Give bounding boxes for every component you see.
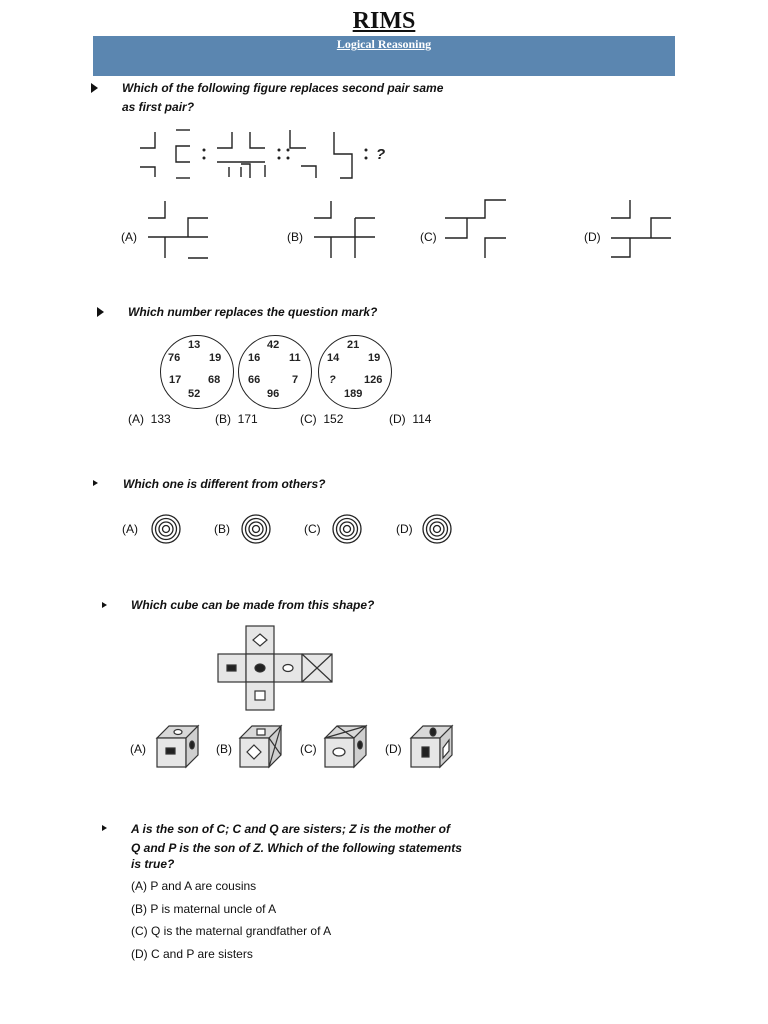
circle-3-right: 19 <box>368 352 381 364</box>
section-title: Logical Reasoning <box>336 37 432 51</box>
circle-2-bottom: 96 <box>267 388 280 400</box>
question-3-text: Which one is different from others? <box>123 477 326 491</box>
option-value: 114 <box>412 412 432 426</box>
circle-3-bottom-right: 126 <box>364 374 383 386</box>
page-title: RIMS <box>352 8 416 34</box>
circle-3-left: 14 <box>327 352 340 364</box>
question-4-option-a[interactable]: (A) <box>130 742 146 756</box>
circle-2-left: 16 <box>248 352 261 364</box>
question-5-option-d[interactable]: (D) C and P are sisters <box>131 947 253 961</box>
question-4-option-c[interactable]: (C) <box>300 742 317 756</box>
question-1-line-1: Which of the following figure replaces second pair same <box>122 81 444 95</box>
circle-1-top: 13 <box>188 339 201 351</box>
question-4-text: Which cube can be made from this shape? <box>131 598 375 612</box>
question-5-option-a[interactable]: (A) P and A are cousins <box>131 879 257 893</box>
question-1-option-a[interactable]: (A) <box>121 230 137 244</box>
question-1-option-c[interactable]: (C) <box>420 230 437 244</box>
option-label: (C) <box>300 412 317 426</box>
circle-3-bottom-left: ? <box>329 374 336 386</box>
option-label: (D) <box>389 412 406 426</box>
question-4-option-b[interactable]: (B) <box>216 742 232 756</box>
option-value: 152 <box>323 412 344 426</box>
question-3-option-c[interactable]: (C) <box>304 522 321 536</box>
circle-1-left: 76 <box>168 352 181 364</box>
option-value: 133 <box>150 412 171 426</box>
circle-2-bottom-right: 7 <box>292 374 299 386</box>
option-value: 171 <box>237 412 258 426</box>
circle-2-bottom-left: 66 <box>248 374 261 386</box>
svg-text:?: ? <box>376 146 386 163</box>
circle-1-bottom-right: 68 <box>208 374 221 386</box>
circle-1-bottom-left: 17 <box>169 374 182 386</box>
question-4-option-d[interactable]: (D) <box>385 742 402 756</box>
question-1-line-2: as first pair? <box>122 100 195 114</box>
question-2-text: Which number replaces the question mark? <box>128 305 378 319</box>
question-5-option-b[interactable]: (B) P is maternal uncle of A <box>131 902 277 916</box>
question-3-option-d[interactable]: (D) <box>396 522 413 536</box>
circle-2-right: 11 <box>289 352 301 364</box>
question-1-option-d[interactable]: (D) <box>584 230 601 244</box>
circle-1-bottom: 52 <box>188 388 201 400</box>
circle-3-bottom: 189 <box>344 388 363 400</box>
option-label: (B) <box>215 412 231 426</box>
question-1-option-b[interactable]: (B) <box>287 230 303 244</box>
bullet-icon <box>102 825 107 831</box>
question-5-line-2: Q and P is the son of Z. Which of the following statements <box>131 841 462 855</box>
question-5-line-3: is true? <box>131 857 175 871</box>
question-5-line-1: A is the son of C; C and Q are sisters; Z is the mother of <box>131 822 450 836</box>
option-label: (A) <box>128 412 144 426</box>
question-3-option-a[interactable]: (A) <box>122 522 138 536</box>
circle-1-right: 19 <box>209 352 222 364</box>
question-5-option-c[interactable]: (C) Q is the maternal grandfather of A <box>131 924 332 938</box>
circle-2-top: 42 <box>267 339 280 351</box>
circle-3-top: 21 <box>347 339 360 351</box>
question-3-option-b[interactable]: (B) <box>214 522 230 536</box>
